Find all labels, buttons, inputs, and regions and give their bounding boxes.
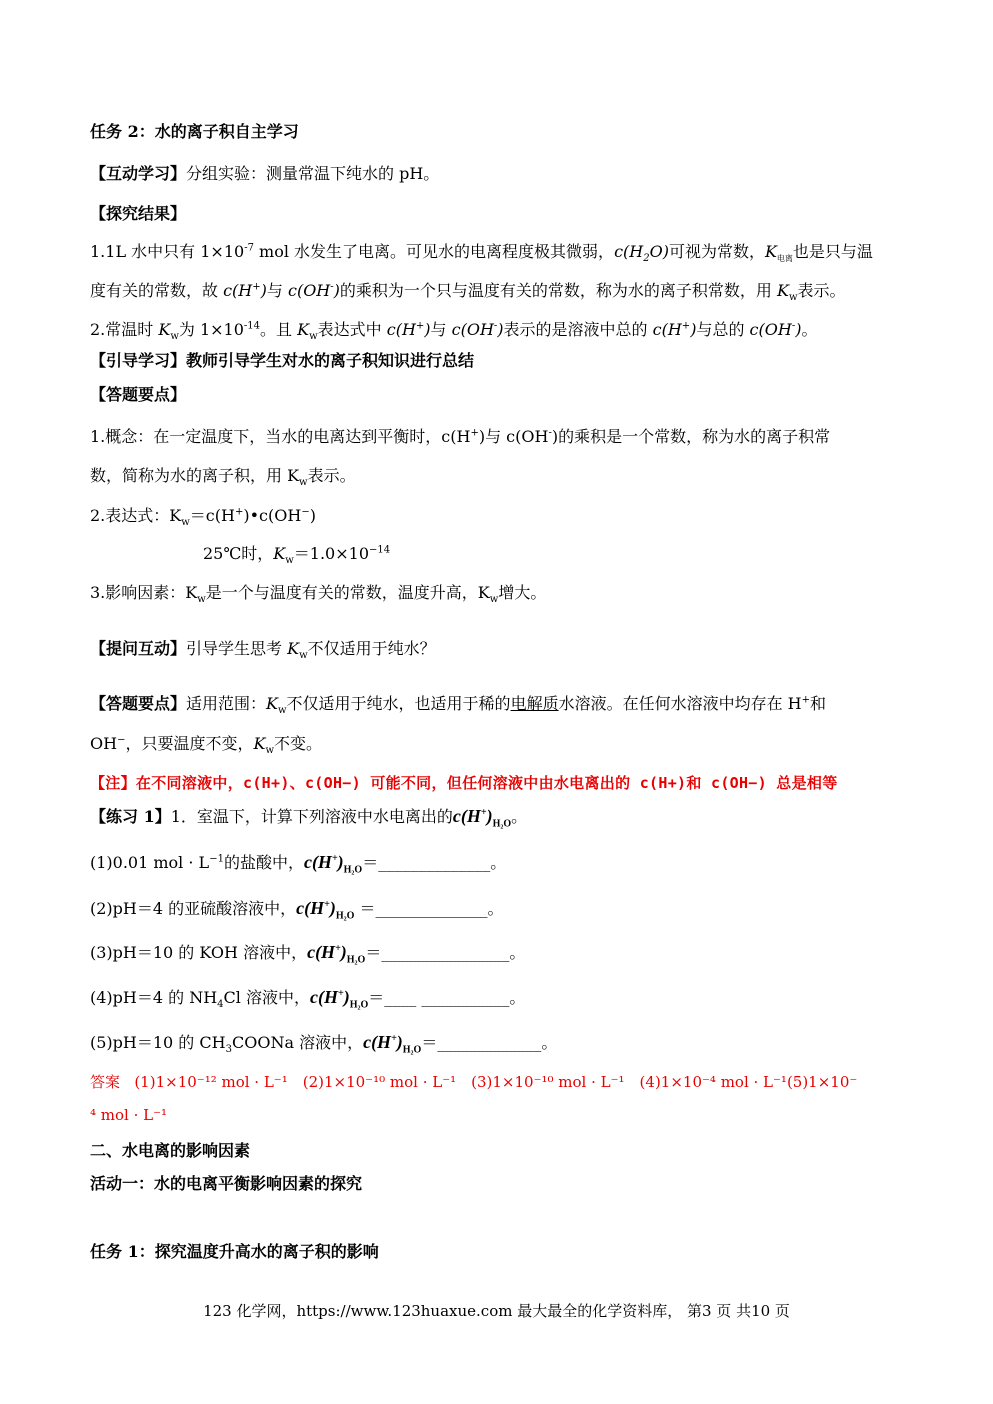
text: 1．室温下，计算下列溶液中水电离出的 <box>170 807 453 826</box>
text: c(H <box>223 281 253 300</box>
interactive-learning-tag: 【互动学习】 <box>90 164 187 183</box>
text: ) <box>337 852 344 872</box>
superscript: + <box>681 320 691 332</box>
k-symbol: K <box>777 281 789 300</box>
result1-line1 <box>90 242 873 265</box>
superscript: + <box>335 943 341 954</box>
text: Cl 溶液中， <box>223 988 310 1007</box>
exercise-item-5 <box>90 1032 558 1056</box>
subscript: H₂O <box>346 954 366 966</box>
text: c(H <box>296 898 325 918</box>
text: (3)pH＝10 的 KOH 溶液中， <box>90 943 308 962</box>
subscript: 电离 <box>776 254 793 264</box>
question-tag: 【提问互动】 <box>90 639 187 658</box>
factors <box>90 583 547 606</box>
text: 是一个与温度有关的常数，温度升高，K <box>205 583 490 602</box>
text: (4)pH＝4 的 NH <box>90 988 218 1007</box>
superscript: + <box>331 853 338 864</box>
task1-heading: 任务 1：探究温度升高水的离子积的影响 <box>90 1242 379 1261</box>
text: 表达式中 <box>317 320 387 339</box>
text: 。 <box>511 807 528 826</box>
text: 的乘积为一个只与温度有关的常数，称为水的离子积常数，用 <box>339 281 777 300</box>
c-h-h2o <box>307 942 366 966</box>
superscript: −1 <box>209 853 224 865</box>
superscript: - <box>330 281 334 293</box>
text: )的乘积是一个常数，称为水的离子积常 <box>551 427 831 446</box>
text: 1.概念：在一定温度下，当水的电离达到平衡时，c(H <box>90 427 471 446</box>
k-symbol: K <box>273 544 286 563</box>
text: ) <box>309 506 316 525</box>
text: ) <box>396 1032 403 1052</box>
text: ) <box>340 942 347 962</box>
subscript: w <box>197 594 206 606</box>
superscript: + <box>337 988 344 999</box>
subscript: w <box>277 705 287 717</box>
superscript: + <box>391 1033 397 1044</box>
superscript: + <box>480 807 487 818</box>
text: 水溶液。在任何水溶液中均存在 H <box>558 694 802 713</box>
superscript: + <box>234 506 244 518</box>
text: ) <box>343 987 350 1007</box>
expression <box>90 506 316 529</box>
text: OH <box>90 734 118 753</box>
text: ＝c(H <box>189 506 235 525</box>
subscript: H₂O <box>335 910 355 922</box>
answer-blank: ＝______________ <box>362 853 491 872</box>
k-symbol: K <box>158 320 171 339</box>
answer-text: (1)1×10⁻¹² mol · L⁻¹ (2)1×10⁻¹⁰ mol · L⁻¹ (3)1×10⁻¹⁰ mol · L⁻¹ (4)1×10⁻⁴ mol · L⁻¹(5)1×10⁻ <box>134 1073 858 1091</box>
scope-line2 <box>90 734 323 757</box>
superscript: + <box>415 320 425 332</box>
superscript: -14 <box>243 320 261 332</box>
text: 不仅适用于纯水，也适用于稀的 <box>286 694 511 713</box>
exercise-tag: 【练习 1】 <box>90 807 171 826</box>
text: 引导学生思考 <box>186 639 288 658</box>
text: ＝1.0×10 <box>293 544 369 563</box>
subscript: w <box>299 477 308 489</box>
results-heading: 【探究结果】 <box>90 204 187 223</box>
underlined-term: 电解质 <box>510 694 559 713</box>
text: c(H <box>303 852 332 872</box>
scope-line1 <box>90 694 827 717</box>
answer-line2: ⁴ mol · L⁻¹ <box>90 1106 168 1124</box>
subscript: w <box>788 292 798 304</box>
text: c(OH <box>451 320 494 339</box>
subscript: H₂O <box>349 999 369 1011</box>
text: )•c(OH <box>243 506 302 525</box>
text: (1)0.01 mol · L <box>90 853 210 872</box>
superscript: + <box>252 281 261 293</box>
k-symbol: K <box>764 242 777 261</box>
text: c(H <box>652 320 682 339</box>
text: 数，简称为水的离子积，用 K <box>90 466 300 485</box>
c-h-h2o <box>452 806 512 830</box>
text: 2.常温时 <box>90 320 159 339</box>
text: 与总的 <box>696 320 750 339</box>
section2-heading: 二、水电离的影响因素 <box>90 1141 251 1160</box>
text: ) <box>690 320 697 339</box>
subscript: w <box>181 517 190 529</box>
page-footer: 123 化学网，https://www.123huaxue.com 最大最全的化学资料库， 第3 页 共10 页 <box>203 1302 790 1320</box>
subscript: 2 <box>643 253 650 265</box>
text: c(OH <box>287 281 331 300</box>
answer-line1 <box>90 1072 857 1092</box>
superscript: - <box>548 427 552 439</box>
text: 和 <box>810 694 827 713</box>
text: ) <box>486 806 493 826</box>
subscript: w <box>265 745 274 757</box>
exercise-item-4 <box>90 987 526 1011</box>
text: ) <box>260 281 267 300</box>
exercise-item-2 <box>90 898 504 922</box>
activity1-heading: 活动一：水的电离平衡影响因素的探究 <box>90 1174 363 1193</box>
subscript: 3 <box>225 1044 232 1056</box>
text: 。 <box>509 943 526 962</box>
superscript: - <box>791 320 796 332</box>
k-symbol: K <box>297 320 310 339</box>
subscript: w <box>309 331 318 343</box>
superscript: − <box>117 734 126 746</box>
subscript: H₂O <box>402 1044 422 1056</box>
text: ) <box>497 320 504 339</box>
text: c(H <box>386 320 416 339</box>
interactive-learning <box>90 164 439 184</box>
subscript: H₂O <box>492 818 512 830</box>
text: 。 <box>541 1033 558 1052</box>
text: c(H <box>614 242 644 261</box>
text: 。 <box>801 320 818 339</box>
text: c(OH <box>749 320 792 339</box>
text: 。 <box>509 988 526 1007</box>
result1-line2 <box>90 281 846 304</box>
text: ) <box>329 898 336 918</box>
superscript: + <box>324 899 330 910</box>
key-points-heading: 【答题要点】 <box>90 385 187 404</box>
superscript: − <box>301 506 310 518</box>
text: 不变。 <box>274 734 323 753</box>
text: 。 <box>487 899 504 918</box>
text: 的盐酸中， <box>223 853 304 872</box>
text: c(H <box>307 942 336 962</box>
text: 3.影响因素：K <box>90 583 198 602</box>
text: (5)pH＝10 的 CH <box>90 1033 226 1052</box>
text: 1.1L 水中只有 1×10 <box>90 242 245 261</box>
c-h-h2o <box>310 987 369 1011</box>
text: COONa 溶液中， <box>231 1033 364 1052</box>
text: c(H <box>310 987 338 1007</box>
answer-label: 答案 <box>90 1073 121 1091</box>
c-h-h2o <box>296 898 355 922</box>
text: ) <box>795 320 802 339</box>
exercise-item-3 <box>90 942 526 966</box>
text: 适用范围： <box>186 694 267 713</box>
subscript: 4 <box>217 999 224 1011</box>
text: 为 1×10 <box>178 320 244 339</box>
subscript: H₂O <box>343 864 363 876</box>
text: 。 <box>490 853 507 872</box>
k-symbol: K <box>287 639 300 658</box>
text: O) <box>649 242 669 261</box>
expression-25c <box>203 544 391 567</box>
question <box>90 639 436 662</box>
text: )与 c(OH <box>478 427 549 446</box>
superscript: -7 <box>244 242 254 254</box>
answer-blank: ＝_____________ <box>421 1033 542 1052</box>
text: mol 水发生了电离。可见水的电离程度极其微弱， <box>253 242 615 261</box>
text: 。且 <box>260 320 298 339</box>
c-h-h2o <box>303 852 363 876</box>
text: 可视为常数， <box>668 242 765 261</box>
answer-blank: ＝____ ___________ <box>368 988 510 1007</box>
superscript: + <box>801 694 811 706</box>
c-h-h2o <box>363 1032 422 1056</box>
subscript: w <box>170 331 179 343</box>
superscript: + <box>470 427 479 439</box>
text: 不仅适用于纯水？ <box>307 639 436 658</box>
k-symbol: K <box>266 694 278 713</box>
exercise-intro <box>90 806 528 830</box>
text: c(H <box>452 806 481 826</box>
superscript: - <box>493 320 498 332</box>
text: 与 <box>430 320 452 339</box>
text: 与 <box>266 281 288 300</box>
answer-blank: ＝______________ <box>354 899 488 918</box>
text: 表示的是溶液中总的 <box>503 320 653 339</box>
interactive-learning-text: 分组实验：测量常温下纯水的 pH。 <box>186 164 440 183</box>
text: ，只要温度不变， <box>125 734 254 753</box>
answer-blank: ＝________________ <box>365 943 510 962</box>
text: ) <box>333 281 340 300</box>
text: 25℃时， <box>203 544 274 563</box>
concept-line1 <box>90 427 830 447</box>
scope-tag: 【答题要点】 <box>90 694 187 713</box>
result2 <box>90 320 818 343</box>
subscript: w <box>299 650 308 662</box>
task2-heading: 任务 2：水的离子积自主学习 <box>90 122 299 141</box>
text: 度有关的常数，故 <box>90 281 224 300</box>
guided-learning: 【引导学习】教师引导学生对水的离子积知识进行总结 <box>90 351 475 370</box>
text: 也是只与温 <box>792 242 873 261</box>
text: (2)pH＝4 的亚硫酸溶液中， <box>90 899 297 918</box>
text: 表示。 <box>797 281 846 300</box>
concept-line2 <box>90 466 356 489</box>
text: 2.表达式：K <box>90 506 182 525</box>
k-symbol: K <box>253 734 266 753</box>
subscript: w <box>489 594 499 606</box>
text: ) <box>424 320 431 339</box>
note: 【注】在不同溶液中，c(H+)、c(OH−) 可能不同，但任何溶液中由水电离出的 c(H+)和 c(OH−) 总是相等 <box>90 774 838 792</box>
text: c(H <box>363 1032 392 1052</box>
text: 增大。 <box>498 583 547 602</box>
exercise-item-1 <box>90 852 507 876</box>
subscript: w <box>285 555 294 567</box>
superscript: −14 <box>369 544 391 556</box>
c-h2o <box>614 242 669 265</box>
text: 表示。 <box>307 466 356 485</box>
